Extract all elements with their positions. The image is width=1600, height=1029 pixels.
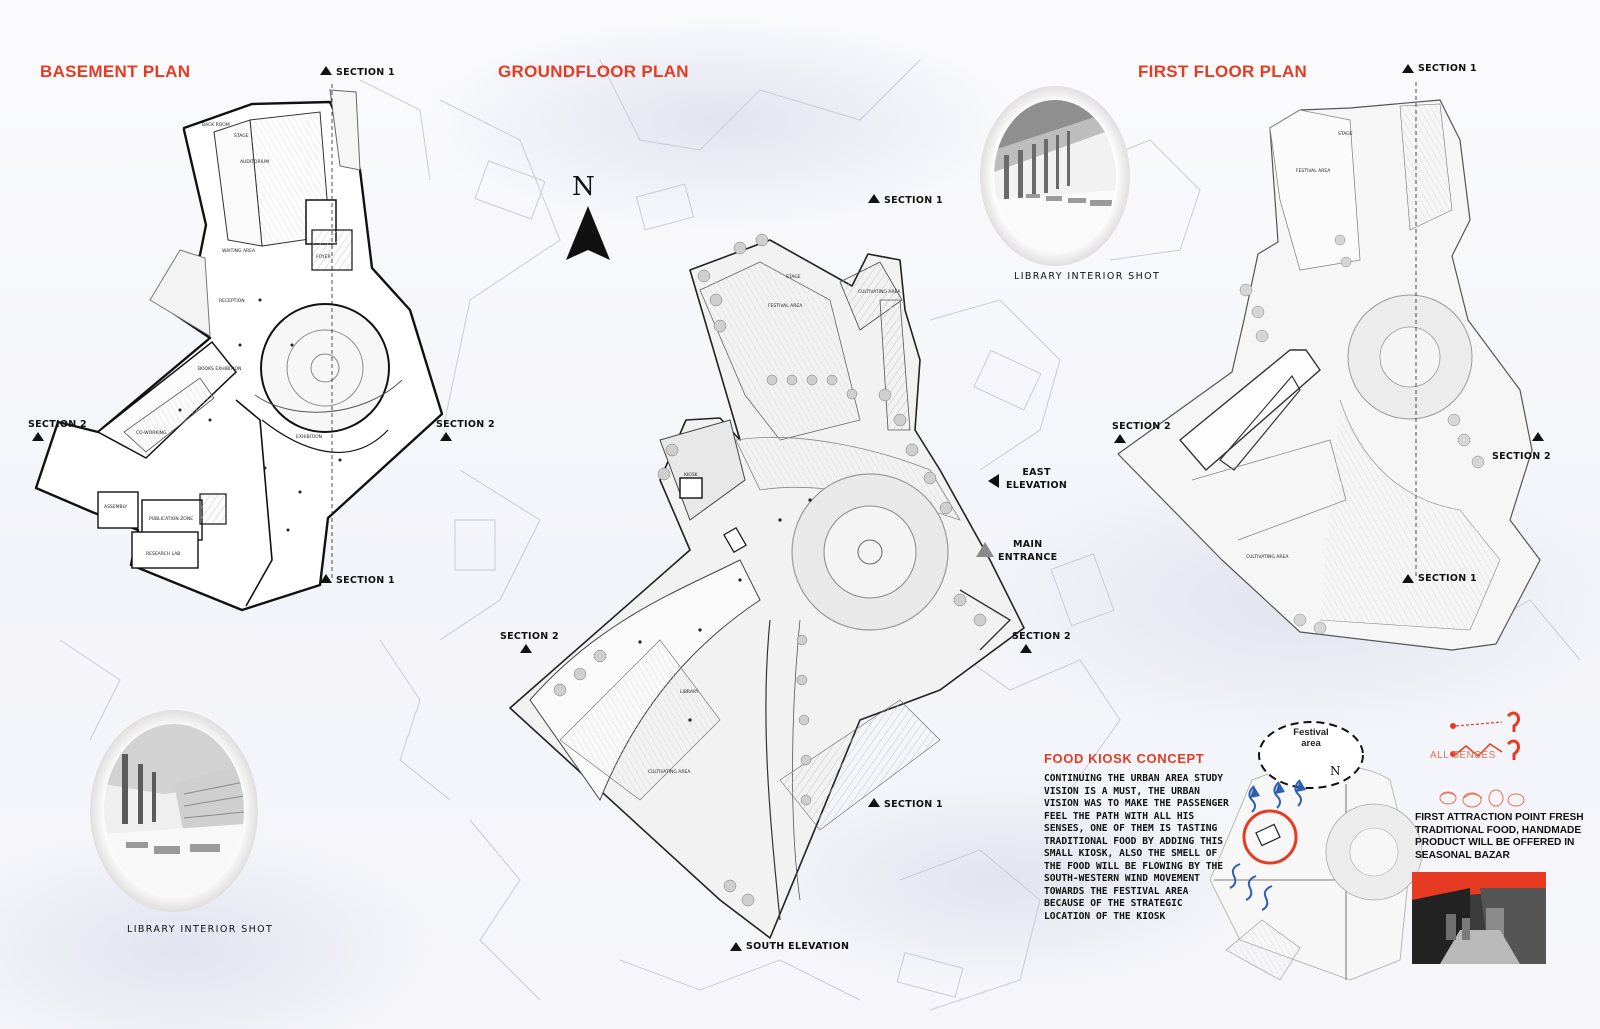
- library-interior-caption: LIBRARY INTERIOR SHOT: [127, 924, 274, 935]
- south-elevation-label: SOUTH ELEVATION: [746, 941, 850, 952]
- triangle-marker-icon: [520, 644, 532, 653]
- room-label: STAGE: [1338, 132, 1353, 137]
- section-2-label: SECTION 2: [1492, 451, 1551, 462]
- room-label: BOOKS EXHIBITION: [198, 367, 242, 372]
- library-interior-photo: [104, 724, 244, 896]
- all-senses-label: ALL SENSES: [1430, 750, 1496, 761]
- section-1-label: SECTION 1: [1418, 63, 1477, 74]
- triangle-marker-icon: [868, 194, 880, 203]
- room-label: FOYER: [316, 255, 331, 260]
- triangle-marker-icon: [1020, 644, 1032, 653]
- triangle-marker-icon: [1114, 434, 1126, 443]
- room-label: CULTIVATING AREA: [858, 290, 901, 295]
- triangle-marker-icon: [730, 942, 742, 951]
- east-elevation-label: EAST ELEVATION: [1006, 467, 1068, 491]
- groundfloor-plan-title: GROUNDFLOOR PLAN: [498, 62, 689, 81]
- triangle-marker-icon: [1532, 432, 1544, 441]
- room-label: STAGE: [786, 275, 801, 280]
- triangle-marker-icon: [976, 542, 994, 557]
- room-label: LIBRARY: [680, 690, 699, 695]
- triangle-marker-icon: [32, 432, 44, 441]
- library-interior-photo: [994, 100, 1116, 252]
- room-label: RESEARCH LAB: [146, 552, 181, 557]
- room-label: CO-WORKING: [136, 431, 167, 436]
- attraction-point-text: FIRST ATTRACTION POINT FRESH TRADITIONAL FOOD, HANDMADE PRODUCT WILL BE OFFERED IN SEASONAL BAZAR: [1415, 812, 1584, 861]
- triangle-marker-icon: [1402, 574, 1414, 583]
- room-label: WAITING AREA: [222, 249, 256, 254]
- triangle-marker-icon: [1402, 64, 1414, 73]
- kiosk-site-diagram: [1210, 722, 1422, 980]
- section-1-label: SECTION 1: [884, 195, 943, 206]
- room-label: CULTIVATING AREA: [648, 770, 691, 775]
- section-1-label: SECTION 1: [336, 575, 395, 586]
- north-label: N: [1330, 764, 1341, 778]
- basement-plan: [36, 90, 442, 610]
- section-2-label: SECTION 2: [436, 419, 495, 430]
- section-2-label: SECTION 2: [1112, 421, 1171, 432]
- room-label: EXHIBITION: [296, 435, 323, 440]
- room-label: KIOSK: [684, 473, 698, 478]
- section-1-label: SECTION 1: [1418, 573, 1477, 584]
- library-interior-caption: LIBRARY INTERIOR SHOT: [1014, 271, 1161, 282]
- room-label: ASSEMBLY: [104, 505, 128, 510]
- room-label: AUDITORIUM: [240, 160, 270, 165]
- triangle-marker-icon: [320, 574, 332, 583]
- room-label: PUBLICATION ZONE: [149, 517, 194, 522]
- section-1-label: SECTION 1: [884, 799, 943, 810]
- triangle-marker-icon: [868, 798, 880, 807]
- triangle-marker-icon: [320, 66, 332, 75]
- main-entrance-label: MAIN ENTRANCE: [998, 539, 1058, 563]
- room-label: BACK ROOM: [202, 123, 230, 128]
- festival-area-label: Festival area: [1293, 727, 1329, 749]
- bazaar-photo: [1412, 872, 1546, 964]
- food-kiosk-description: CONTINUING THE URBAN AREA STUDY VISION IS A MUST, THE URBAN VISION WAS TO MAKE THE PASSENGER FEEL THE PATH WITH ALL HIS SENSES, ONE OF THEM IS TASTING TRADITIONAL FOOD BY ADDING THIS SMALL KIOSK, ALSO THE SMELL OF THE FOOD WILL BE FLOWING BY THE SOUTH-WESTERN WIND MOVEMENT TOWARDS THE FESTIVAL AREA BECAUSE OF THE STRATEGIC LOCATION OF THE KIOSK: [1044, 773, 1229, 922]
- section-2-label: SECTION 2: [28, 419, 87, 430]
- basement-plan-title: BASEMENT PLAN: [40, 62, 191, 81]
- food-kiosk-title: FOOD KIOSK CONCEPT: [1044, 751, 1205, 766]
- section-2-label: SECTION 2: [1012, 631, 1071, 642]
- section-2-label: SECTION 2: [500, 631, 559, 642]
- triangle-left-icon: [988, 474, 999, 488]
- north-arrow-icon: [566, 206, 610, 262]
- first-floor-plan-title: FIRST FLOOR PLAN: [1138, 62, 1308, 81]
- room-label: FESTIVAL AREA: [1296, 169, 1331, 174]
- north-label: N: [572, 172, 595, 202]
- room-label: RECEPTION: [219, 299, 245, 304]
- room-label: FESTIVAL AREA: [768, 304, 803, 309]
- room-label: STAGE: [234, 134, 249, 139]
- section-1-label: SECTION 1: [336, 67, 395, 78]
- triangle-marker-icon: [440, 432, 452, 441]
- room-label: CULTIVATING AREA: [1246, 555, 1289, 560]
